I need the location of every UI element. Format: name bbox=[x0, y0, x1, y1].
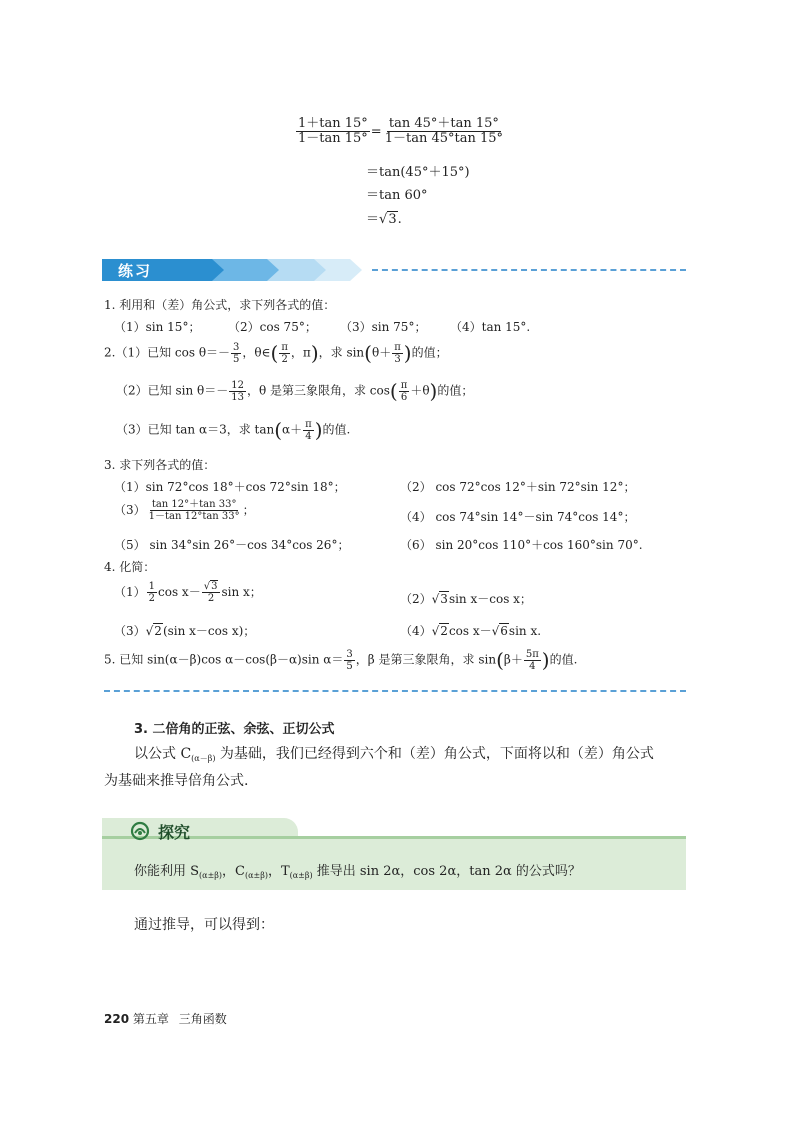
explore-title: 探究 bbox=[158, 823, 191, 842]
chapter-label: 第五章 bbox=[132, 1012, 169, 1026]
q4-item-3: （3）√2(sin x－cos x)； bbox=[114, 624, 256, 638]
q4-stem: 4. 化简： bbox=[104, 560, 156, 574]
q3-item-6: （6） sin 20°cos 110°＋cos 160°sin 70°. bbox=[400, 538, 643, 552]
q4i2-radicand: 3 bbox=[440, 592, 448, 606]
q4i4-mid: cos x－ bbox=[448, 624, 492, 638]
q4i1-half-frac bbox=[147, 581, 157, 604]
section-3-para-line-1 bbox=[134, 743, 654, 764]
equals-sign: = bbox=[370, 124, 382, 140]
q2p3-arg-frac bbox=[303, 419, 314, 442]
q2p1-text-g: 的值； bbox=[411, 345, 448, 360]
q5-arg-den: 4 bbox=[529, 660, 536, 672]
q2p1-int-den: 2 bbox=[281, 353, 288, 365]
q5-frac-den: 5 bbox=[346, 660, 353, 672]
rhs1-numerator: tan 45°＋tan 15° bbox=[388, 116, 499, 131]
q2p3-arg-num: π bbox=[305, 418, 312, 430]
q4i4-pre: （4） bbox=[400, 624, 432, 638]
explore-magnifier-icon bbox=[130, 821, 150, 841]
page-footer bbox=[104, 1010, 227, 1027]
q4i3-radicand: 2 bbox=[154, 624, 162, 638]
q5-arg-frac bbox=[524, 649, 541, 672]
q2p1-frac bbox=[231, 342, 241, 365]
q2p2-text-d: ＋θ bbox=[410, 383, 430, 398]
q4i1-text-d: sin x； bbox=[221, 585, 262, 599]
q4i1-root3-frac bbox=[202, 581, 221, 604]
q1-item-1: （1）sin 15°； bbox=[114, 320, 201, 334]
derivation-step-2: ＝tan(45°＋15°) bbox=[366, 165, 470, 180]
step4-period: . bbox=[397, 212, 402, 227]
q4i4-radicand-2: 6 bbox=[500, 624, 508, 638]
q2p2-frac-den: 13 bbox=[231, 391, 244, 403]
q2p3-arg-den: 4 bbox=[305, 430, 312, 442]
q5-arg-num: 5π bbox=[525, 648, 539, 660]
explore-q-text-d: 推导出 sin 2α，cos 2α，tan 2α 的公式吗？ bbox=[312, 864, 581, 879]
q3-stem: 3. 求下列各式的值： bbox=[104, 458, 216, 472]
q2p1-frac-den: 5 bbox=[233, 353, 240, 365]
chapter-title: 三角函数 bbox=[178, 1012, 227, 1026]
q3-item-3 bbox=[114, 499, 255, 522]
lhs-denominator: 1－tan 15° bbox=[298, 131, 368, 147]
q5-frac-num: 3 bbox=[346, 648, 353, 660]
q4i1-half-den: 2 bbox=[148, 593, 156, 604]
q1-stem: 1. 利用和（差）角公式，求下列各式的值： bbox=[104, 298, 336, 312]
derivation-step-4: ＝√3. bbox=[366, 212, 402, 227]
q4i1-root3-num: √3 bbox=[202, 581, 221, 593]
q2-part-2: （2）已知 sin θ＝－ $\frac{12}{13}$ ，θ 是第三象限角，求 cos( $\frac{\pi}{6}$ ＋θ)的值； bbox=[116, 379, 474, 403]
q3i3-post: ； bbox=[242, 503, 255, 517]
q2p1-text-e: θ＋ bbox=[371, 345, 392, 360]
q2p2-text-b: ，θ 是第三象限角，求 cos bbox=[246, 383, 390, 398]
q2p2-arg-frac bbox=[399, 380, 410, 403]
closing-text: 通过推导，可以得到： bbox=[134, 917, 274, 933]
derivation-line-1 bbox=[295, 117, 506, 147]
q2p1-arg-num: π bbox=[394, 341, 401, 353]
q2p1-interval-frac bbox=[279, 342, 290, 365]
q2p1-text-b: ，θ∈ bbox=[242, 345, 271, 360]
q2-part-3: （3）已知 tan α＝3，求 tan(α＋ $\frac{\pi}{4}$ )的值. bbox=[116, 418, 351, 442]
q3-item-1: （1）sin 72°cos 18°＋cos 72°sin 18°； bbox=[114, 480, 346, 494]
q5-text-c: β＋ bbox=[503, 652, 523, 667]
q3i3-den: 1－tan 12°tan 33° bbox=[148, 511, 240, 522]
q2p2-frac bbox=[229, 380, 246, 403]
q2p3-text-a: （3）已知 tan α＝3，求 tan bbox=[116, 422, 275, 437]
q2p1-text-d: ，求 sin bbox=[318, 345, 365, 360]
para-text-b: 为基础，我们已经得到六个和（差）角公式，下面将以和（差）角公式 bbox=[215, 746, 654, 762]
q2p3-text-d: 的值. bbox=[322, 422, 351, 437]
q2p2-text-e: 的值； bbox=[437, 383, 474, 398]
explore-question bbox=[134, 860, 581, 880]
explore-q-text-b: ，C bbox=[222, 864, 245, 879]
exercise-end-dash-line bbox=[104, 690, 686, 692]
q2p2-arg-den: 6 bbox=[400, 391, 408, 403]
derivation-step-3: ＝tan 60° bbox=[366, 188, 428, 203]
q2-part-1: 2.（1）已知 cos θ＝－ $\frac{3}{5}$ ，θ∈( $\frac{\pi}{2}$ ，π)，求 sin(θ＋ $\frac{\pi}{3}$ )的值； bbox=[104, 341, 448, 365]
q5-frac bbox=[344, 649, 354, 672]
q2p1-int-num: π bbox=[281, 341, 288, 353]
q5-text-a: 5. 已知 sin(α－β)cos α－cos(β－α)sin α＝ bbox=[104, 652, 344, 667]
q3i3-frac bbox=[147, 499, 242, 522]
lhs-numerator: 1＋tan 15° bbox=[298, 116, 368, 131]
q1-item-3: （3）sin 75°； bbox=[340, 320, 427, 334]
q1-item-2: （2）cos 75°； bbox=[228, 320, 317, 334]
q4i3-post: (sin x－cos x)； bbox=[162, 624, 256, 638]
q4i1-pre: （1） bbox=[114, 585, 146, 599]
q4i4-post: sin x. bbox=[508, 624, 542, 638]
q2p1-arg-frac bbox=[392, 342, 403, 365]
exercise-title: 练习 bbox=[118, 262, 153, 280]
q2p1-text-a: 2.（1）已知 cos θ＝－ bbox=[104, 345, 231, 360]
para-subscript: (α－β) bbox=[191, 754, 216, 763]
q4i1-text-b: cos x－ bbox=[158, 585, 201, 599]
exercise-banner bbox=[102, 259, 362, 281]
explore-q-sub-2: (α±β) bbox=[244, 871, 268, 880]
q5-text-e: 的值. bbox=[549, 652, 578, 667]
q2p1-arg-den: 3 bbox=[394, 353, 401, 365]
step4-eq: ＝ bbox=[366, 212, 380, 227]
q4i2-post: sin x－cos x； bbox=[448, 592, 532, 606]
q4-item-4: （4）√2cos x－√6sin x. bbox=[400, 624, 542, 638]
q3-item-4: （4） cos 74°sin 14°－sin 74°cos 14°； bbox=[400, 510, 636, 524]
lhs-fraction bbox=[296, 117, 370, 147]
q4i2-pre: （2） bbox=[400, 592, 432, 606]
section-3-para-line-2: 为基础来推导倍角公式. bbox=[104, 773, 249, 789]
explore-q-text-a: 你能利用 S bbox=[134, 864, 200, 879]
q2p1-text-c: ，π bbox=[290, 345, 311, 360]
q2p2-arg-num: π bbox=[400, 379, 408, 391]
q4i1-root3-radicand: 3 bbox=[211, 581, 218, 592]
para-text-a: 以公式 C bbox=[134, 746, 192, 762]
q4-item-1 bbox=[114, 581, 262, 604]
q4-item-2: （2）√3sin x－cos x； bbox=[400, 592, 532, 606]
explore-q-text-c: ，T bbox=[267, 864, 290, 879]
q5-line: 5. 已知 sin(α－β)cos α－cos(β－α)sin α＝ $\frac{3}{5}$ ，β 是第三象限角，求 sin(β＋ $\frac{5\pi}{4}$ )的值. bbox=[104, 648, 578, 672]
explore-q-sub-1: (α±β) bbox=[199, 871, 223, 880]
q4i3-pre: （3） bbox=[114, 624, 146, 638]
q4i1-root3-den: 2 bbox=[207, 593, 215, 604]
q3i3-num: tan 12°＋tan 33° bbox=[151, 499, 237, 510]
q3-item-2: （2） cos 72°cos 12°＋sin 72°sin 12°； bbox=[400, 480, 636, 494]
rhs1-denominator: 1－tan 45°tan 15° bbox=[384, 131, 504, 147]
q1-item-4: （4）tan 15°. bbox=[450, 320, 531, 334]
q2p2-frac-num: 12 bbox=[231, 379, 244, 391]
q2p2-text-a: （2）已知 sin θ＝－ bbox=[116, 383, 229, 398]
q3-item-5: （5） sin 34°sin 26°－cos 34°cos 26°； bbox=[114, 538, 350, 552]
q5-text-b: ，β 是第三象限角，求 sin bbox=[355, 652, 497, 667]
q2p1-frac-num: 3 bbox=[233, 341, 240, 353]
banner-dash-line bbox=[372, 269, 686, 271]
step4-radicand: 3 bbox=[388, 212, 397, 227]
section-3-heading: 3. 二倍角的正弦、余弦、正切公式 bbox=[134, 722, 335, 737]
q4i1-half-num: 1 bbox=[148, 581, 156, 592]
page-number: 220 bbox=[104, 1012, 130, 1026]
explore-q-sub-3: (α±β) bbox=[289, 871, 313, 880]
q2p3-text-b: α＋ bbox=[282, 422, 303, 437]
q3i3-pre: （3） bbox=[114, 503, 146, 517]
q4i4-radicand-1: 2 bbox=[440, 624, 448, 638]
rhs1-fraction bbox=[383, 117, 505, 147]
